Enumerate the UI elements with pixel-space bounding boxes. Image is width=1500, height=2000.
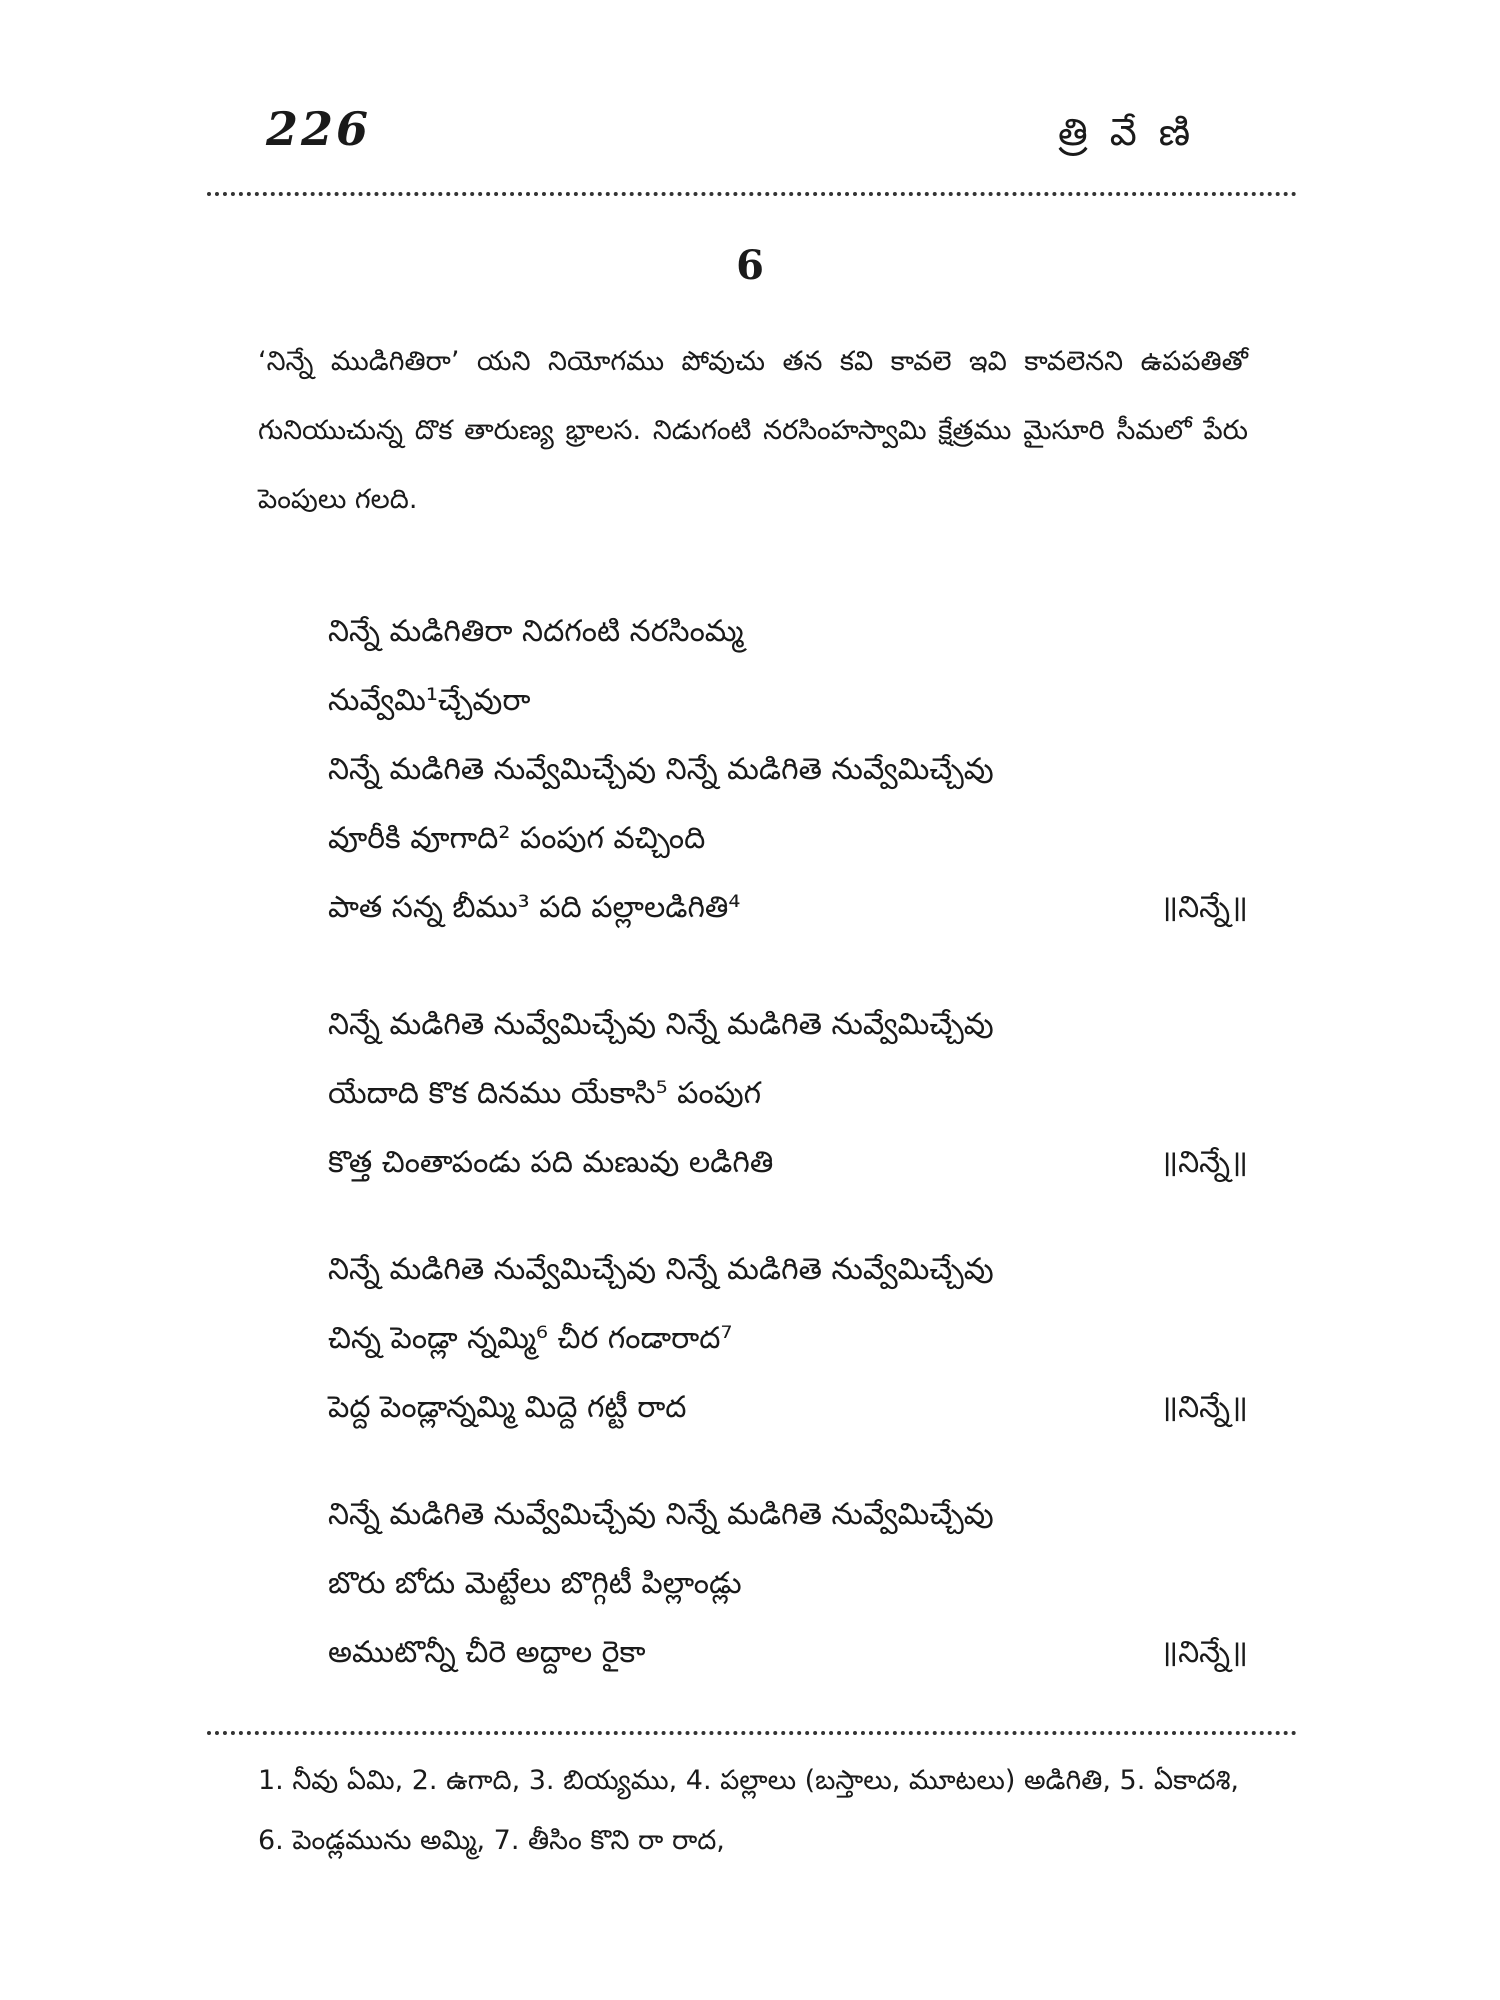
header-divider: [207, 192, 1297, 196]
verse-text: నిన్నే మడిగితె నువ్వేమిచ్చేవు నిన్నే మడిగితె నువ్వేమిచ్చేవు: [328, 1252, 994, 1287]
verse-text: అముటొన్నీ చీరె అద్దాల రైకా: [328, 1635, 646, 1670]
verse-text: నువ్వేమి¹చ్చేవురా: [328, 683, 531, 718]
verse-line: [328, 1128, 1248, 1197]
stanza-1: [328, 597, 1248, 942]
verse-line: [328, 1304, 1248, 1373]
verse-line: [328, 873, 1248, 942]
verse-text: నిన్నే మడిగితె నువ్వేమిచ్చేవు నిన్నే మడిగితె నువ్వేమిచ్చేవు: [328, 1497, 994, 1532]
stanza-4: [328, 1480, 1248, 1687]
footnotes-text: 1. నీవు ఏమి, 2. ఉగాది, 3. బియ్యము, 4. పల్లాలు (బస్తాలు, మూటలు) అడిగితి, 5. ఏకాదశి, 6. పెండ్లమును అమ్మి, 7. తీసిం కొని రా రాద,: [258, 1765, 1239, 1856]
verse-line: [328, 1549, 1248, 1618]
verse-text: నిన్నే మడిగితె నువ్వేమిచ్చేవు నిన్నే మడిగితె నువ్వేమిచ్చేవు: [328, 752, 994, 787]
section-number: 6: [736, 242, 764, 289]
verse-line: [328, 1618, 1248, 1687]
verse-text: నిన్నే మడిగితె నువ్వేమిచ్చేవు నిన్నే మడిగితె నువ్వేమిచ్చేవు: [328, 1007, 994, 1042]
verse-text: చిన్న పెండ్లా న్నమ్మి⁶ చీర గండారాద⁷: [328, 1321, 733, 1356]
verse-line: [328, 804, 1248, 873]
verse-line: [328, 1059, 1248, 1128]
verse-line: [328, 1235, 1248, 1304]
verse-line: [328, 1373, 1248, 1442]
running-title: త్రివేణి: [1058, 110, 1213, 154]
verse-line: [328, 597, 1248, 666]
intro-text: ‘నిన్నే ముడిగితిరా’ యని నియోగము పోవుచు తన కవి కావలె ఇవి కావలెనని ఉపపతితో గునియుచున్న దొక తారుణ్య భ్రాలస. నిడుగంటి నరసింహస్వామి క్షేత్రము మైసూరి సీమలో పేరు పెంపులు గలది.: [258, 346, 1248, 515]
footnote-divider: [207, 1731, 1297, 1735]
refrain-marker: ॥నిన్నే॥: [1160, 1145, 1248, 1180]
stanza-2: [328, 990, 1248, 1197]
verse-line: [328, 666, 1248, 735]
verse-line: [328, 735, 1248, 804]
footnotes: [258, 1751, 1248, 1871]
page-number: 226: [266, 102, 372, 156]
verse-text: బొరు బోదు మెట్టేలు బొగ్గిటీ పిల్లాండ్లు: [328, 1566, 742, 1601]
verse-line: [328, 990, 1248, 1059]
verse-text: పాత సన్న బీము³ పది పల్లాలడిగితి⁴: [328, 890, 741, 925]
verse-text: పెద్ద పెండ్లాన్నమ్మి మిద్దె గట్టీ రాద: [328, 1390, 687, 1425]
refrain-marker: ॥నిన్నే॥: [1160, 1635, 1248, 1670]
verse-text: వూరీకి వూగాది² పంపుగ వచ్చింది: [328, 821, 706, 856]
stanza-3: [328, 1235, 1248, 1442]
verse-text: యేదాది కొక దినము యేకాసి⁵ పంపుగ: [328, 1076, 762, 1111]
refrain-marker: ॥నిన్నే॥: [1160, 1390, 1248, 1425]
intro-paragraph: [258, 327, 1248, 534]
verse-text: కొత్త చింతాపండు పది మణువు లడిగితి: [328, 1145, 774, 1180]
verse-line: [328, 1480, 1248, 1549]
refrain-marker: ॥నిన్నే॥: [1160, 890, 1248, 925]
verse-text: నిన్నే మడిగితిరా నిదగంటి నరసింమ్మ: [328, 614, 744, 649]
